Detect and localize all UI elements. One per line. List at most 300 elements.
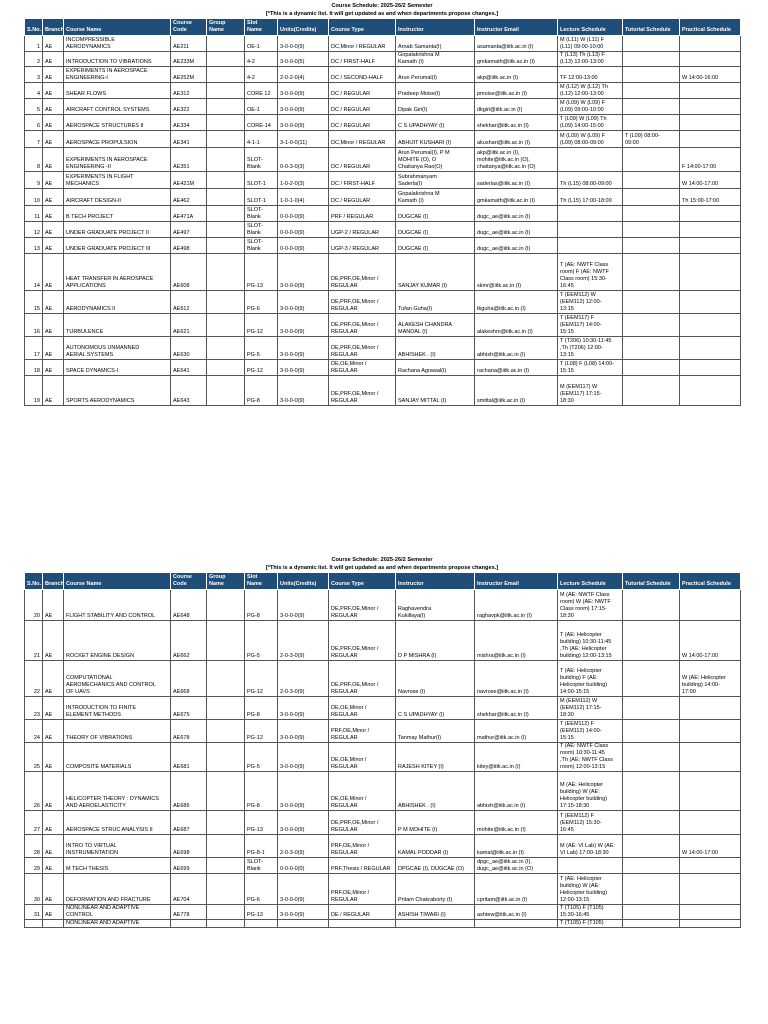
- cell-course-type: [329, 920, 396, 928]
- cell-branch: AE: [43, 874, 64, 905]
- cell-units: 3-0-0-0(9): [278, 83, 329, 99]
- cell-group-name: [207, 222, 245, 238]
- cell-instructor: SANJAY MITTAL (I): [396, 376, 475, 406]
- cell-tutorial-schedule: [623, 206, 680, 222]
- cell-slot-name: SLOT- Blank: [245, 222, 278, 238]
- cell-course-name: ROCKET ENGINE DESIGN: [64, 621, 171, 661]
- cell-course-name: EXPERIMENTS IN AEROSPACE ENGINEERING-I: [64, 67, 171, 83]
- cell-lecture-schedule: [558, 206, 623, 222]
- cell-lecture-schedule: T (L13) Th (L13) F (L13) 12:00-13:00: [558, 52, 623, 67]
- cell-course-code: AE699: [171, 858, 207, 874]
- cell-slot-name: 4-2: [245, 67, 278, 83]
- cell-slot-name: 4-2: [245, 52, 278, 67]
- cell-course-type: DE,OE,Minor / REGULAR: [329, 697, 396, 720]
- cell-instructor: Dipak Giri(I): [396, 99, 475, 115]
- cell-practical-schedule: [680, 291, 741, 314]
- cell-practical-schedule: [680, 772, 741, 811]
- cell-units: 3-0-0-0(9): [278, 115, 329, 131]
- cell-practical-schedule: W 14:00-16:00: [680, 67, 741, 83]
- cell-instructor: P M MOHITE (I): [396, 811, 475, 835]
- cell-branch: AE: [43, 743, 64, 772]
- cell-practical-schedule: [680, 115, 741, 131]
- column-header-lecture-schedule: Lecture Schedule: [558, 19, 623, 36]
- cell-instructor-email: alakeshm@iitk.ac.in (I): [475, 314, 558, 337]
- cell-course-code: AE322: [171, 99, 207, 115]
- cell-units: 0-0-0-0(9): [278, 206, 329, 222]
- cell-course-name: SHEAR FLOWS: [64, 83, 171, 99]
- cell-tutorial-schedule: [623, 222, 680, 238]
- cell-tutorial-schedule: [623, 314, 680, 337]
- cell-practical-schedule: [680, 874, 741, 905]
- cell-tutorial-schedule: [623, 67, 680, 83]
- page-subtitle: [*This is a dynamic list. It will get updated as and when departments propose changes.]: [265, 11, 499, 17]
- cell-slot-name: PG-5: [245, 621, 278, 661]
- table-row: [25, 115, 741, 131]
- cell-group-name: [207, 697, 245, 720]
- cell-sno: 17: [25, 337, 43, 360]
- cell-tutorial-schedule: [623, 835, 680, 858]
- column-header-group-name: Group Name: [207, 573, 245, 590]
- cell-group-name: [207, 337, 245, 360]
- cell-course-name: INTRODUCTION TO FINITE ELEMENT METHODS: [64, 697, 171, 720]
- cell-group-name: [207, 206, 245, 222]
- cell-slot-name: SLOT-1: [245, 189, 278, 206]
- cell-course-name: AUTONOMOUS UNMANNED AERIAL SYSTEMS: [64, 337, 171, 360]
- cell-tutorial-schedule: [623, 52, 680, 67]
- cell-instructor: ALAKESH CHANDRA MANDAL (I): [396, 314, 475, 337]
- table-row: [25, 720, 741, 743]
- cell-course-type: DE,PRF,OE,Minor / REGULAR: [329, 811, 396, 835]
- cell-practical-schedule: [680, 52, 741, 67]
- cell-sno: 8: [25, 148, 43, 172]
- cell-course-code: AE681: [171, 743, 207, 772]
- cell-instructor-email: akushari@iitk.ac.in (I): [475, 131, 558, 148]
- cell-course-code: AE698: [171, 835, 207, 858]
- table-row: [25, 148, 741, 172]
- cell-sno: 18: [25, 360, 43, 376]
- cell-course-type: DC,Minor / REGULAR: [329, 131, 396, 148]
- cell-slot-name: PG-6: [245, 291, 278, 314]
- table-row: [25, 661, 741, 697]
- cell-sno: 22: [25, 661, 43, 697]
- cell-practical-schedule: [680, 337, 741, 360]
- cell-slot-name: PG-8-1: [245, 835, 278, 858]
- cell-branch: AE: [43, 206, 64, 222]
- cell-practical-schedule: F 14:00-17:00: [680, 148, 741, 172]
- cell-course-type: DC,Minor / REGULAR: [329, 36, 396, 52]
- cell-sno: 2: [25, 52, 43, 67]
- cell-instructor-email: dugc_ae@iitk.ac.in (I): [475, 206, 558, 222]
- cell-tutorial-schedule: [623, 148, 680, 172]
- cell-lecture-schedule: [558, 222, 623, 238]
- cell-branch: AE: [43, 83, 64, 99]
- cell-instructor-email: navrose@iitk.ac.in (I): [475, 661, 558, 697]
- cell-tutorial-schedule: [623, 697, 680, 720]
- cell-branch: AE: [43, 115, 64, 131]
- cell-course-name: FLIGHT STABILITY AND CONTROL: [64, 590, 171, 621]
- cell-instructor: Gopalakrishna M Kamath (I): [396, 189, 475, 206]
- cell-tutorial-schedule: [623, 376, 680, 406]
- column-header-instructor: Instructor: [396, 573, 475, 590]
- cell-slot-name: PG-13: [245, 254, 278, 291]
- cell-instructor: KAMAL PODDAR (I): [396, 835, 475, 858]
- cell-sno: 26: [25, 772, 43, 811]
- cell-course-type: DC / SECOND-HALF: [329, 67, 396, 83]
- cell-units: 3-0-0-0(9): [278, 314, 329, 337]
- table-row: [25, 590, 741, 621]
- cell-course-type: DE,PRF,OE,Minor / REGULAR: [329, 337, 396, 360]
- cell-group-name: [207, 99, 245, 115]
- cell-units: 3-0-0-0(9): [278, 337, 329, 360]
- cell-course-code: AE704: [171, 874, 207, 905]
- cell-slot-name: SLOT- Blank: [245, 238, 278, 254]
- cell-branch: AE: [43, 99, 64, 115]
- cell-tutorial-schedule: [623, 254, 680, 291]
- cell-practical-schedule: [680, 36, 741, 52]
- cell-lecture-schedule: T (AE: NWTF Class room) F (AE: NWTF Class room) 15:30- 16:45: [558, 254, 623, 291]
- cell-group-name: [207, 874, 245, 905]
- cell-slot-name: PG-5: [245, 337, 278, 360]
- cell-instructor-email: mohite@iitk.ac.in (I): [475, 811, 558, 835]
- cell-branch: AE: [43, 337, 64, 360]
- cell-lecture-schedule: M (L09) W (L09) F (L09) 09:00-10:00: [558, 99, 623, 115]
- schedule-page-1: [24, 2, 740, 406]
- cell-instructor: [396, 920, 475, 928]
- cell-tutorial-schedule: [623, 720, 680, 743]
- column-header-slot-name: Slot Name: [245, 573, 278, 590]
- cell-lecture-schedule: T (L09) W (L09) Th (L09) 14:00-15:00: [558, 115, 623, 131]
- cell-course-code: AE678: [171, 720, 207, 743]
- cell-sno: 16: [25, 314, 43, 337]
- cell-units: 0-0-0-0(0): [278, 858, 329, 874]
- cell-tutorial-schedule: [623, 772, 680, 811]
- cell-course-name: EXPERIMENTS IN FLIGHT MECHANICS: [64, 172, 171, 189]
- cell-branch: AE: [43, 52, 64, 67]
- page-title: Course Schedule: 2025-26/2 Semester: [331, 557, 433, 563]
- table-row: [25, 874, 741, 905]
- table-row: [25, 811, 741, 835]
- cell-sno: 12: [25, 222, 43, 238]
- cell-course-code: AE497: [171, 222, 207, 238]
- table-row: [25, 376, 741, 406]
- cell-group-name: [207, 314, 245, 337]
- cell-course-type: DC / FIRST-HALF: [329, 172, 396, 189]
- cell-course-name: UNDER GRADUATE PROJECT II: [64, 222, 171, 238]
- cell-lecture-schedule: [558, 238, 623, 254]
- cell-sno: 6: [25, 115, 43, 131]
- cell-branch: AE: [43, 621, 64, 661]
- cell-slot-name: PG-12: [245, 720, 278, 743]
- cell-instructor-email: shekhar@iitk.ac.in (I): [475, 697, 558, 720]
- cell-branch: AE: [43, 590, 64, 621]
- cell-course-code: AE643: [171, 376, 207, 406]
- column-header-practical-schedule: Practical Schedule: [680, 19, 741, 36]
- cell-sno: 10: [25, 189, 43, 206]
- table-row: [25, 238, 741, 254]
- cell-sno: 31: [25, 905, 43, 920]
- cell-course-code: AE686: [171, 772, 207, 811]
- cell-course-code: AE621: [171, 314, 207, 337]
- cell-slot-name: PG-5: [245, 743, 278, 772]
- cell-tutorial-schedule: [623, 874, 680, 905]
- cell-course-code: AE351: [171, 148, 207, 172]
- cell-sno: 21: [25, 621, 43, 661]
- cell-instructor: D P MISHRA (I): [396, 621, 475, 661]
- cell-practical-schedule: [680, 99, 741, 115]
- cell-course-name: INCOMPRESSIBLE AERODYNAMICS: [64, 36, 171, 52]
- cell-course-code: AE675: [171, 697, 207, 720]
- cell-course-type: DE,PRF,OE,Minor / REGULAR: [329, 314, 396, 337]
- cell-lecture-schedule: T (EEM112) F (EEM112) 15:30- 16:45: [558, 811, 623, 835]
- cell-practical-schedule: [680, 590, 741, 621]
- cell-lecture-schedule: M (EEM112) W (EEM112) 17:15- 18:30: [558, 697, 623, 720]
- table-header-row: [25, 573, 741, 590]
- table-row: [25, 67, 741, 83]
- cell-course-code: AE421M: [171, 172, 207, 189]
- cell-instructor-email: dkgiri@iitk.ac.in (I): [475, 99, 558, 115]
- cell-group-name: [207, 743, 245, 772]
- cell-branch: AE: [43, 376, 64, 406]
- cell-units: 3-1-0-0(11): [278, 131, 329, 148]
- cell-tutorial-schedule: [623, 661, 680, 697]
- cell-instructor: Pritam Chakraborty (I): [396, 874, 475, 905]
- cell-instructor: RAJESH KITEY (I): [396, 743, 475, 772]
- cell-group-name: [207, 858, 245, 874]
- cell-course-type: DE,PRF,OE,Minor / REGULAR: [329, 376, 396, 406]
- cell-lecture-schedule: Th (L15) 08:00-09:00: [558, 172, 623, 189]
- cell-group-name: [207, 254, 245, 291]
- cell-branch: AE: [43, 360, 64, 376]
- cell-tutorial-schedule: [623, 291, 680, 314]
- cell-sno: 11: [25, 206, 43, 222]
- cell-course-code: AE334: [171, 115, 207, 131]
- cell-slot-name: SLOT- Blank: [245, 858, 278, 874]
- cell-group-name: [207, 835, 245, 858]
- cell-course-name: AEROSPACE STRUC ANALYSIS II: [64, 811, 171, 835]
- cell-branch: AE: [43, 314, 64, 337]
- table-row: [25, 222, 741, 238]
- cell-tutorial-schedule: [623, 905, 680, 920]
- cell-group-name: [207, 811, 245, 835]
- cell-instructor: Arun Perumal(I): [396, 67, 475, 83]
- cell-practical-schedule: [680, 222, 741, 238]
- cell-sno: 19: [25, 376, 43, 406]
- cell-branch: AE: [43, 131, 64, 148]
- cell-slot-name: OE-1: [245, 36, 278, 52]
- cell-instructor-email: mathur@iitk.ac.in (I): [475, 720, 558, 743]
- cell-units: 2-0-3-0(9): [278, 621, 329, 661]
- table-row: [25, 697, 741, 720]
- cell-group-name: [207, 621, 245, 661]
- cell-instructor-email: cpritam@iitk.ac.in (I): [475, 874, 558, 905]
- cell-units: 3-0-0-0(9): [278, 811, 329, 835]
- cell-course-code: [171, 920, 207, 928]
- cell-sno: 5: [25, 99, 43, 115]
- cell-lecture-schedule: M (EEM117) W (EEM117) 17:15- 18:30: [558, 376, 623, 406]
- cell-instructor-email: gmkamath@iitk.ac.in (I): [475, 189, 558, 206]
- cell-branch: AE: [43, 189, 64, 206]
- cell-instructor: C S UPADHYAY (I): [396, 115, 475, 131]
- column-header-slot-name: Slot Name: [245, 19, 278, 36]
- cell-course-code: AE312: [171, 83, 207, 99]
- cell-instructor: Tufan Guha(I): [396, 291, 475, 314]
- column-header-units: Units(Credits): [278, 19, 329, 36]
- cell-sno: 1: [25, 36, 43, 52]
- cell-group-name: [207, 720, 245, 743]
- cell-units: 1-0-2-0(3): [278, 172, 329, 189]
- cell-course-code: AE462: [171, 189, 207, 206]
- cell-tutorial-schedule: [623, 920, 680, 928]
- cell-units: 0-0-0-0(9): [278, 222, 329, 238]
- cell-instructor: Tanmay Mathur(I): [396, 720, 475, 743]
- cell-tutorial-schedule: [623, 743, 680, 772]
- cell-tutorial-schedule: [623, 172, 680, 189]
- cell-branch: AE: [43, 697, 64, 720]
- cell-course-name: UNDER GRADUATE PROJECT III: [64, 238, 171, 254]
- cell-practical-schedule: [680, 920, 741, 928]
- cell-course-name: SPORTS AERODYNAMICS: [64, 376, 171, 406]
- cell-course-type: DC / REGULAR: [329, 83, 396, 99]
- cell-lecture-schedule: M (AE: NWTF Class room) W (AE: NWTF Class room) 17:15- 18:30: [558, 590, 623, 621]
- cell-group-name: [207, 376, 245, 406]
- cell-course-name: COMPOSITE MATERIALS: [64, 743, 171, 772]
- column-header-course-name: Course Name: [64, 573, 171, 590]
- cell-lecture-schedule: T (T105) F (T105) 15:30-16:45: [558, 905, 623, 920]
- cell-lecture-schedule: T (EEM112) F (EEM112) 14:00- 15:15: [558, 720, 623, 743]
- cell-instructor-email: skmr@iitk.ac.in (I): [475, 254, 558, 291]
- cell-course-name: EXPERIMENTS IN AEROSPACE ENGINEERING -II: [64, 148, 171, 172]
- table-row: [25, 858, 741, 874]
- cell-instructor-email: raghavpk@iitk.ac.in (I): [475, 590, 558, 621]
- cell-course-name: AIRCRAFT DESIGN-II: [64, 189, 171, 206]
- cell-lecture-schedule: T (T105) F (T105): [558, 920, 623, 928]
- cell-slot-name: PG-12: [245, 661, 278, 697]
- cell-lecture-schedule: Th (L15) 17:00-18:00: [558, 189, 623, 206]
- cell-slot-name: PG-12: [245, 314, 278, 337]
- cell-instructor-email: mishra@iitk.ac.in (I): [475, 621, 558, 661]
- cell-group-name: [207, 67, 245, 83]
- cell-instructor-email: akp@iitk.ac.in (I): [475, 67, 558, 83]
- cell-instructor: Pradeep Moise(I): [396, 83, 475, 99]
- column-header-sno: S.No.: [25, 573, 43, 590]
- cell-slot-name: SLOT- Blank: [245, 206, 278, 222]
- cell-units: [278, 920, 329, 928]
- cell-slot-name: PG-8: [245, 697, 278, 720]
- cell-branch: AE: [43, 811, 64, 835]
- cell-group-name: [207, 148, 245, 172]
- schedule-page-2: [24, 556, 740, 928]
- cell-units: 3-0-0-0(9): [278, 360, 329, 376]
- cell-course-code: AE630: [171, 337, 207, 360]
- cell-instructor: Arun Perumal(I), P M MOHITE (O), O Chaitanya Rao(O): [396, 148, 475, 172]
- cell-sno: 24: [25, 720, 43, 743]
- cell-instructor-email: [475, 920, 558, 928]
- cell-tutorial-schedule: [623, 83, 680, 99]
- cell-instructor: ABHISHEK . (I): [396, 337, 475, 360]
- cell-slot-name: PG-8: [245, 772, 278, 811]
- cell-tutorial-schedule: [623, 36, 680, 52]
- cell-practical-schedule: [680, 360, 741, 376]
- cell-branch: AE: [43, 835, 64, 858]
- cell-practical-schedule: W 14:00-17:00: [680, 172, 741, 189]
- cell-tutorial-schedule: [623, 238, 680, 254]
- cell-instructor-email: abhish@iitk.ac.in (I): [475, 772, 558, 811]
- cell-course-code: AE608: [171, 254, 207, 291]
- table-row: [25, 920, 741, 928]
- cell-course-type: DE,PRF,OE,Minor / REGULAR: [329, 254, 396, 291]
- cell-tutorial-schedule: [623, 858, 680, 874]
- table-row: [25, 835, 741, 858]
- cell-lecture-schedule: M (L11) W (L11) F (L11) 09:00-10:00: [558, 36, 623, 52]
- cell-sno: 20: [25, 590, 43, 621]
- cell-practical-schedule: [680, 743, 741, 772]
- cell-slot-name: CORE-14: [245, 115, 278, 131]
- cell-instructor-email: saderlas@iitk.ac.in (I): [475, 172, 558, 189]
- cell-instructor-email: shekhar@iitk.ac.in (I): [475, 115, 558, 131]
- cell-sno: 27: [25, 811, 43, 835]
- cell-instructor-email: ashtew@iitk.ac.in (I): [475, 905, 558, 920]
- table-row: [25, 743, 741, 772]
- cell-lecture-schedule: [558, 148, 623, 172]
- cell-course-name: SPACE DYNAMICS-I: [64, 360, 171, 376]
- cell-course-type: DC / REGULAR: [329, 115, 396, 131]
- cell-slot-name: PG-8: [245, 376, 278, 406]
- column-header-branch: Branch: [43, 573, 64, 590]
- cell-slot-name: PG-13: [245, 811, 278, 835]
- page-subtitle: [*This is a dynamic list. It will get updated as and when departments propose changes.]: [265, 565, 499, 571]
- cell-group-name: [207, 291, 245, 314]
- table-row: [25, 337, 741, 360]
- cell-lecture-schedule: T (AE: NWTF Class room) 10:30-11:45 ,Th (AE: NWTF Class room) 12:00-13:15: [558, 743, 623, 772]
- cell-instructor-email: akp@iitk.ac.in (I), mohite@iitk.ac.in (O), chaitanya@iitk.ac.in (O): [475, 148, 558, 172]
- cell-units: 3-0-0-0(9): [278, 743, 329, 772]
- cell-instructor: SANJAY KUMAR (I): [396, 254, 475, 291]
- cell-course-type: UGP-3 / REGULAR: [329, 238, 396, 254]
- cell-branch: AE: [43, 238, 64, 254]
- cell-instructor-email: smittal@iitk.ac.in (I): [475, 376, 558, 406]
- cell-branch: AE: [43, 254, 64, 291]
- cell-units: 0-0-3-0(3): [278, 148, 329, 172]
- column-header-group-name: Group Name: [207, 19, 245, 36]
- cell-tutorial-schedule: [623, 115, 680, 131]
- cell-course-name: THEORY OF VIBRATIONS: [64, 720, 171, 743]
- column-header-course-code: Course Code: [171, 573, 207, 590]
- column-header-tutorial-schedule: Tutorial Schedule: [623, 573, 680, 590]
- cell-course-type: DC / REGULAR: [329, 99, 396, 115]
- cell-branch: AE: [43, 720, 64, 743]
- table-row: [25, 314, 741, 337]
- cell-course-code: AE252M: [171, 67, 207, 83]
- cell-course-name: AEROSPACE STRUCTURES II: [64, 115, 171, 131]
- cell-units: 3-0-0-0(9): [278, 697, 329, 720]
- cell-course-name: AEROSPACE PROPULSION: [64, 131, 171, 148]
- cell-tutorial-schedule: [623, 189, 680, 206]
- table-row: [25, 83, 741, 99]
- cell-course-code: AE668: [171, 661, 207, 697]
- cell-instructor-email: gmkamath@iitk.ac.in (I): [475, 52, 558, 67]
- table-row: [25, 99, 741, 115]
- cell-course-type: PRF,Thesis / REGULAR: [329, 858, 396, 874]
- cell-units: 3-0-0-0(9): [278, 905, 329, 920]
- cell-instructor-email: dugc_ae@iitk.ac.in (I): [475, 238, 558, 254]
- column-header-sno: S.No.: [25, 19, 43, 36]
- cell-course-name: NONLINEAR AND ADAPTIVE CONTROL: [64, 905, 171, 920]
- column-header-units: Units(Credits): [278, 573, 329, 590]
- cell-course-code: AE641: [171, 360, 207, 376]
- cell-units: 3-0-0-0(9): [278, 291, 329, 314]
- cell-course-name: NONLINEAR AND ADAPTIVE: [64, 920, 171, 928]
- cell-units: 2-0-3-0(9): [278, 835, 329, 858]
